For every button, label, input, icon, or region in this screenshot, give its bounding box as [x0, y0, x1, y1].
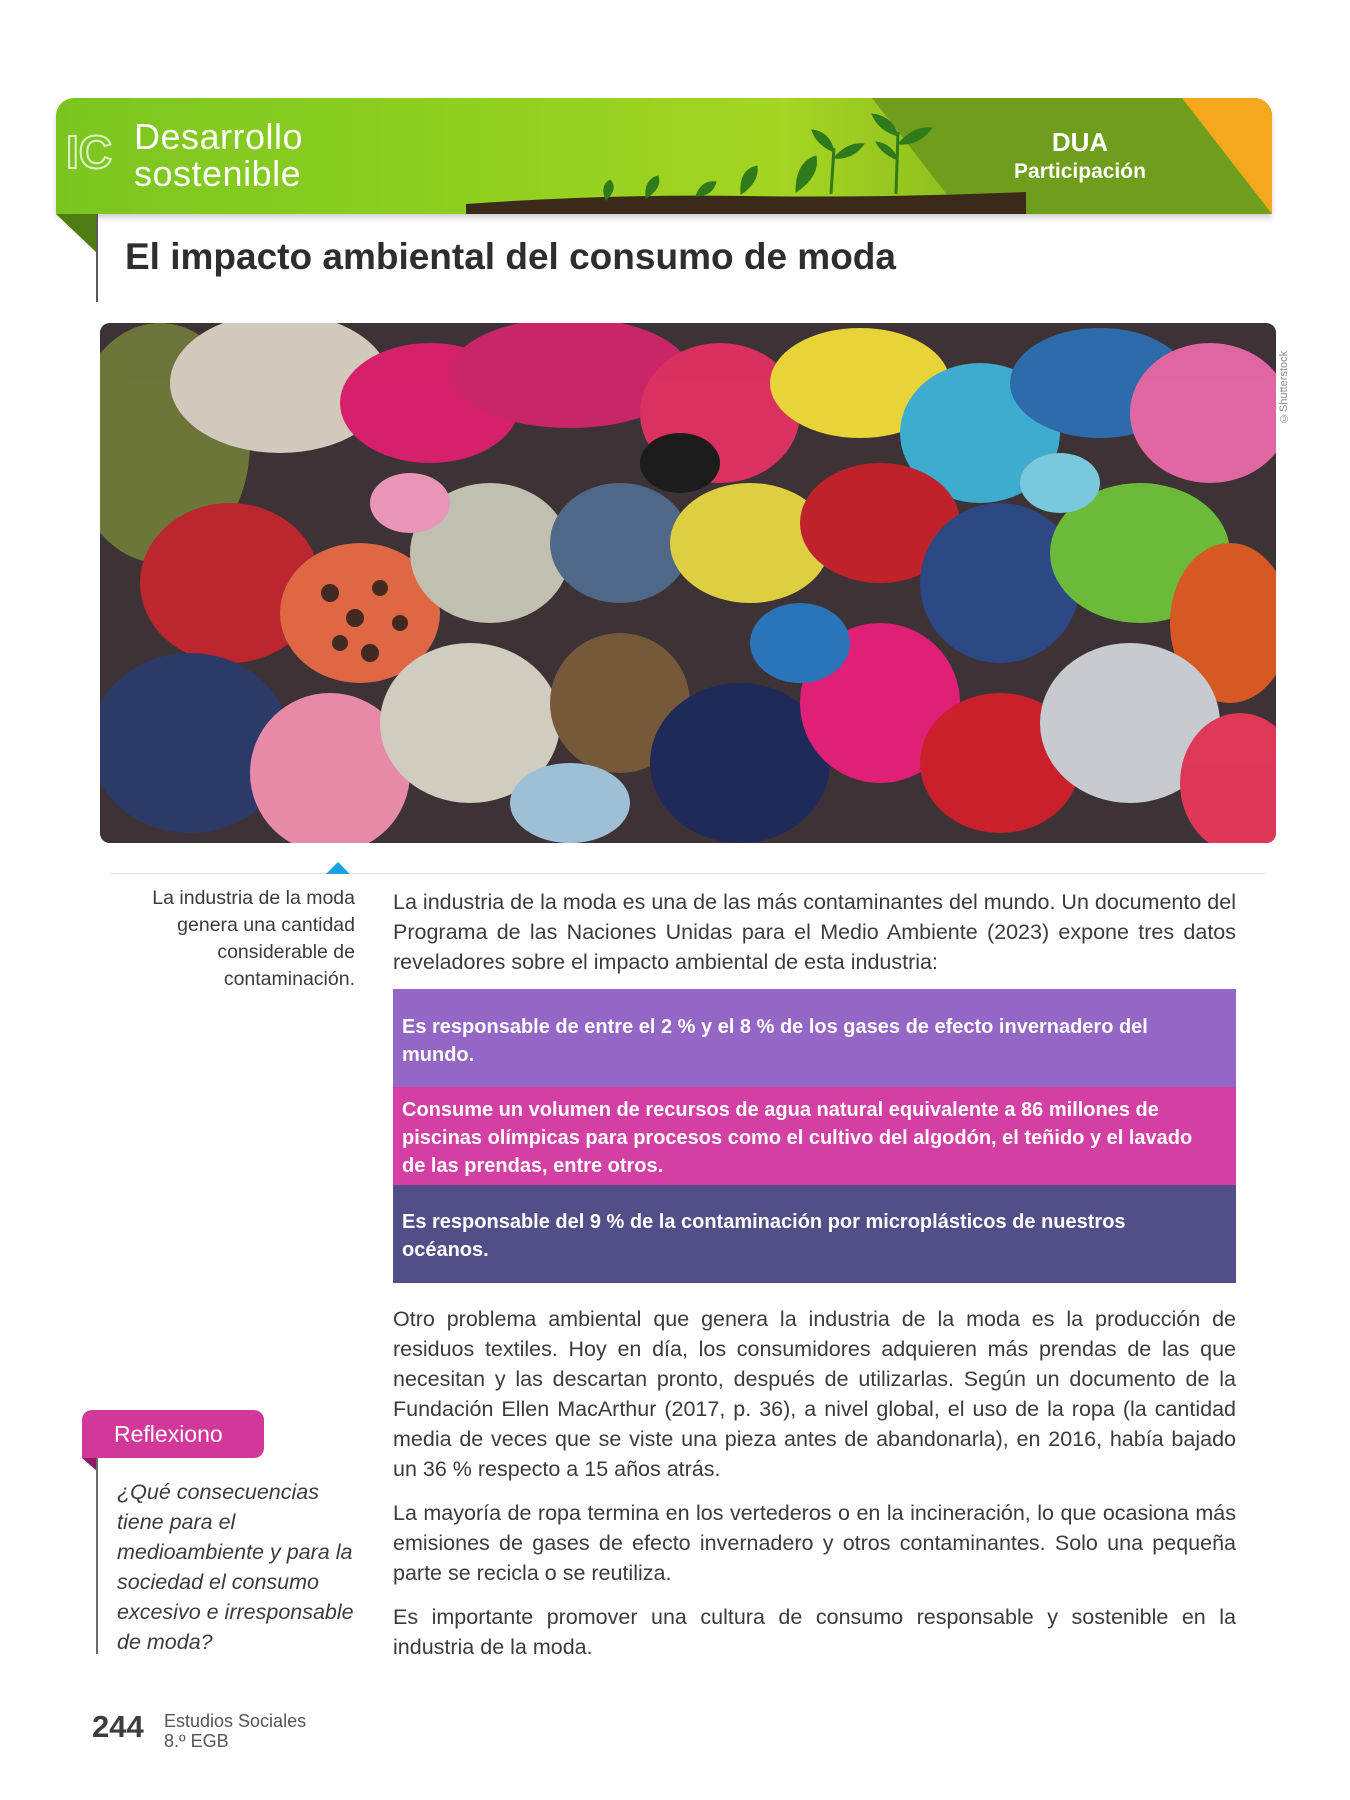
photo-caption: La industria de la moda genera una cantidad considerable de contaminación. — [152, 887, 355, 990]
banner-fold — [56, 214, 98, 254]
intro-paragraph: La industria de la moda es una de las más contaminantes del mundo. Un documento del Programa de las Naciones Unidas para el Medio Ambiente (2023) expone tres datos reveladores sobre el impacto ambiental de esta industria: — [393, 890, 1236, 974]
clothes-pile-image — [100, 323, 1276, 843]
fact-greenhouse-gases: Es responsable de entre el 2 % y el 8 % de los gases de efecto invernadero del mundo. — [393, 989, 1236, 1087]
divider-line — [110, 873, 1265, 874]
section-title — [134, 118, 303, 192]
photo-credit: ©Shutterstock — [1278, 350, 1290, 424]
ic-logo-text: IC — [66, 126, 112, 178]
caption-pointer-icon — [326, 862, 350, 874]
paragraph-responsible-consumption: Es importante promover una cultura de consumo responsable y sostenible en la industria de la moda. — [393, 1605, 1236, 1659]
ic-logo-icon — [64, 124, 120, 180]
reflexiono-tab — [82, 1410, 264, 1458]
subject-name: Estudios Sociales — [164, 1711, 307, 1731]
clothes-pile-photo — [100, 323, 1276, 843]
page-title: El impacto ambiental del consumo de moda — [125, 236, 896, 277]
reflexiono-question: ¿Qué consecuencias tiene para el medioambiente y para la sociedad el consumo excesivo e irresponsable de moda? — [117, 1480, 354, 1654]
paragraph-textile-waste: Otro problema ambiental que genera la industria de la moda es la producción de residuos textiles. Hoy en día, los consumidores adquieren más prendas de las que necesitan y las descartan pronto, después de utilizarlas. Según un documento de la Fundación Ellen MacArthur (2017, p. 36), a nivel global, el uso de la ropa (la cantidad media de veces que se viste una pieza antes de abandonarla), en 2016, había bajado un 36 % respecto a 15 años atrás. — [393, 1307, 1236, 1481]
paragraph-landfills: La mayoría de ropa termina en los vertederos o en la incineración, lo que ocasiona más emisiones de gases de efecto invernadero y otros contaminantes. Solo una pequeña parte se recicla o se reutiliza. — [393, 1501, 1236, 1585]
section-title-line2: sostenible — [134, 153, 302, 194]
page-number: 244 — [92, 1709, 144, 1744]
section-title-line1: Desarrollo — [134, 116, 304, 157]
sprouts-illustration — [466, 108, 1026, 214]
section-banner — [56, 98, 1272, 214]
grade-level: 8.º EGB — [164, 1731, 229, 1751]
reflexiono-rule — [96, 1458, 98, 1654]
facts-list — [393, 989, 1236, 1283]
dua-participation: Participación — [1014, 160, 1146, 183]
footer-subject — [164, 1711, 306, 1751]
title-rule — [96, 214, 98, 302]
fact-water-consumption: Consume un volumen de recursos de agua natural equivalente a 86 millones de piscinas olímpicas para procesos como el cultivo del algodón, el teñido y el lavado de las prendas, entre otros. — [393, 1087, 1236, 1185]
dua-label: DUA — [1051, 127, 1109, 157]
reflexiono-label: Reflexiono — [114, 1421, 223, 1447]
fact-microplastics: Es responsable del 9 % de la contaminación por microplásticos de nuestros océanos. — [393, 1185, 1236, 1283]
